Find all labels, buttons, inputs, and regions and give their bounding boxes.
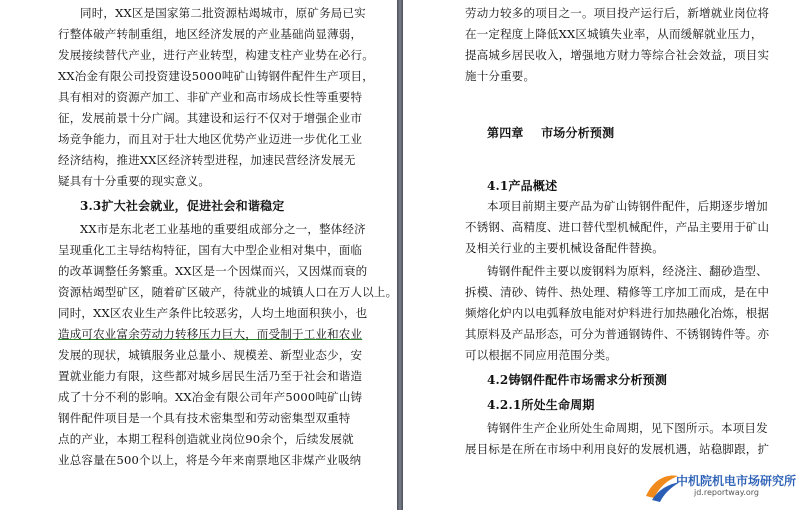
text-line: 置就业能力有限，这些都对城乡居民生活乃至于社会和谐造 [58,369,363,383]
text-line: 施十分重要。 [465,69,536,83]
watermark-logo [642,470,797,504]
text-line: 铸钢件配件主要以废钢料为原料，经浇注、翻砂造型、 [487,264,768,278]
text-line: 铸钢件生产企业所处生命周期，见下图所示。本项目发 [487,421,768,435]
text-line: 业总容量在500个以上，将是今年来南票地区非煤产业吸纳 [58,453,362,467]
watermark-url: jd.reportway.org [694,488,759,497]
text-line: 不锈钢、高精度、进口替代型机械配件，产品主要用于矿山 [465,220,770,234]
chapter-heading: 第四章 市场分析预测 [487,126,615,140]
text-line: 在一定程度上降低XX区城镇失业率，从而缓解就业压力， [465,27,763,41]
text-line: 拆模、清砂、铸件、热处理、精修等工序加工而成，是在中 [465,285,770,299]
text-line: 提高城乡居民收入，增强地方财力等综合社会效益，项目实 [465,48,770,62]
text-line: 造成可农业富余劳动力转移压力巨大，而受制于工业和农业 [58,327,363,341]
text-line: XX市是东北老工业基地的重要组成部分之一，整体经济 [80,222,366,236]
text-line: 可以根据不同应用范围分类。 [465,348,618,362]
text-line: 其原料及产品形态，可分为普通钢铸件、不锈钢铸件等。亦 [465,327,770,341]
text-line: 劳动力较多的项目之一。项目投产运行后，新增就业岗位将 [465,6,770,20]
section-heading: 4.2.1所处生命周期 [487,398,595,412]
section-heading: 4.1产品概述 [487,179,558,193]
text-line: 本项目前期主要产品为矿山铸钢件配件，后期逐步增加 [487,199,768,213]
text-line: 经济结构，推进XX区经济转型进程，加速民营经济发展无 [58,153,356,167]
text-line: 及相关行业的主要机械设备配件替换。 [465,241,664,255]
text-line: 点的产业，本期工程科创造就业岗位90余个，后续发展就 [58,432,354,446]
text-line: XX冶金有限公司投资建设5000吨矿山铸钢件配件生产项目， [58,69,374,83]
section-heading: 3.3扩大社会就业，促进社会和谐稳定 [80,199,285,213]
text-line: 发展接续替代产业，进行产业转型，构建支柱产业势在必行。 [58,48,374,62]
text-line: 同时，XX区是国家第二批资源枯竭城市，原矿务局已实 [80,6,366,20]
text-line: 钢件配件项目是一个具有技术密集型和劳动密集型双重特 [58,411,351,425]
text-line: 场竞争能力，而且对于壮大地区优势产业迈进一步优化工业 [58,132,363,146]
document-page-left [0,0,397,510]
text-line: 同时，XX区农业生产条件比较恶劣，人均土地面积狭小，也 [58,306,368,320]
document-page-right [403,0,800,510]
section-heading: 4.2铸钢件配件市场需求分析预测 [487,373,668,387]
text-line: 成了十分不利的影响。XX冶金有限公司年产5000吨矿山铸 [58,390,363,404]
text-line: 的改革调整任务繁重。XX区是一个因煤而兴，又因煤而衰的 [58,264,368,278]
text-line: 发展的现状，城镇服务业总量小、规模差、新型业态少，安 [58,348,363,362]
text-line: 具有相对的资源产加工、非矿产业和高市场成长性等重要特 [58,90,363,104]
text-line: 行整体破产转制重组，地区经济发展的产业基础尚显薄弱， [58,27,363,41]
text-line: 频熔化炉内以电弧释放电能对炉料进行加热融化冶炼，根据 [465,306,770,320]
text-line: 资源枯竭型矿区，随着矿区破产，待就业的城镇人口在万人以上。 [58,285,397,299]
text-line: 展目标是在所在市场中利用良好的发展机遇，站稳脚跟，扩 [465,442,770,456]
text-line: 征，发展前景十分广阔。其建设和运行不仅对于增强企业市 [58,111,363,125]
watermark-name: 中机院机电市场研究所 [676,474,797,488]
text-line: 呈现重化工主导结构特征，国有大中型企业相对集中，面临 [58,243,363,257]
text-line: 疑具有十分重要的现实意义。 [58,174,211,188]
